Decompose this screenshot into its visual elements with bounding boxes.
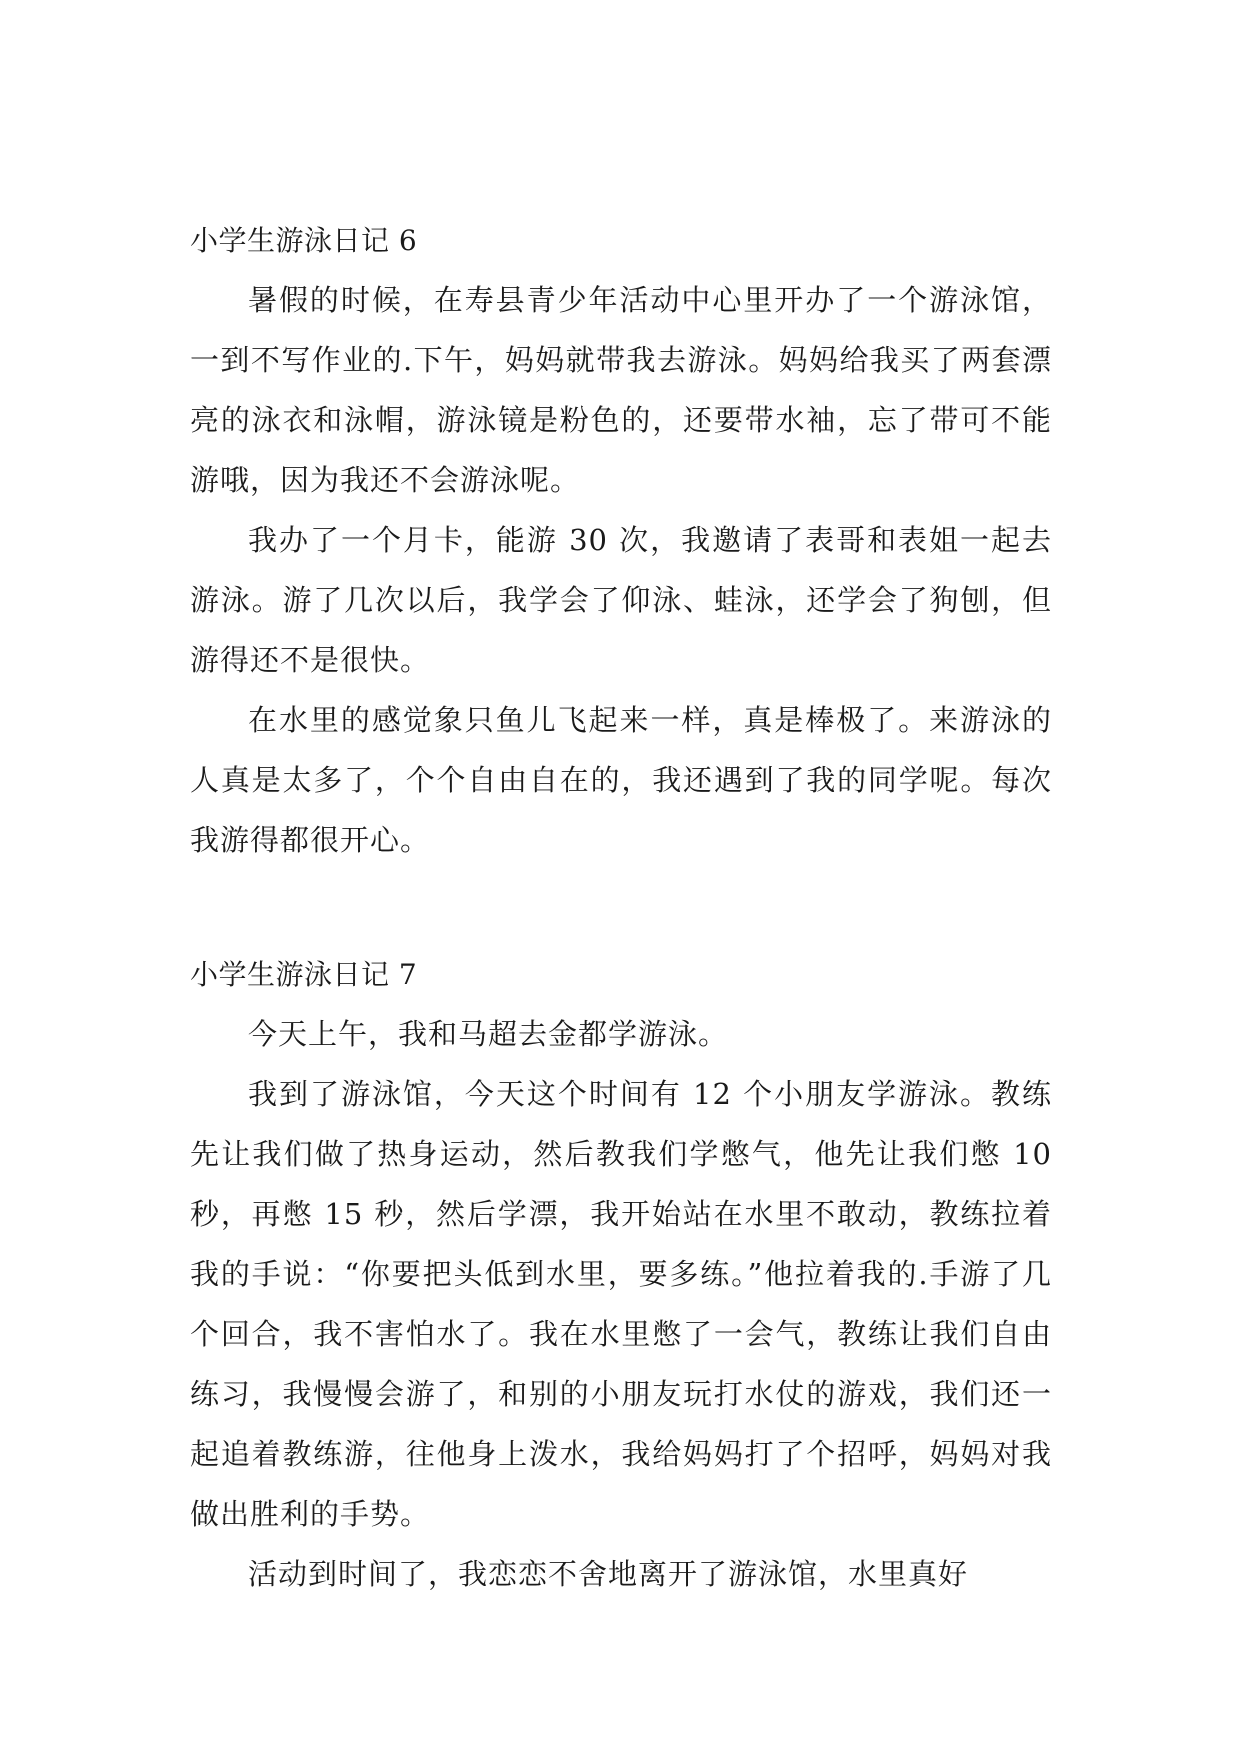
paragraph: 今天上午，我和马超去金都学游泳。 (248, 1017, 729, 1051)
paragraph: 我到了游泳馆，今天这个时间有 12 个小朋友学游泳。教练先让我们做了热身运动，然后教我们学憋气，他先让我们憋 10 秒，再憋 15 秒，然后学漂，我开始站在水里不敢动，教练拉着我的手说：“你要把头低到水里，要多练。”他拉着我的.手游了几个回合，我不害怕水了。我在水里憋了一会气，教练让我们自由练习，我慢慢会游了，和别的小朋友玩打水仗的游戏，我们还一起追着教练游，往他身上泼水，我给妈妈打了个招呼，妈妈对我做出胜利的手势。 (190, 1077, 1052, 1531)
diary-entry-6 (190, 222, 1052, 870)
document-page (190, 222, 1052, 1604)
paragraph: 我办了一个月卡，能游 30 次，我邀请了表哥和表姐一起去游泳。游了几次以后，我学会了仰泳、蛙泳，还学会了狗刨，但游得还不是很快。 (190, 523, 1052, 677)
diary-title: 小学生游泳日记 7 (190, 958, 418, 991)
diary-title: 小学生游泳日记 6 (190, 224, 418, 257)
diary-entry-7 (190, 956, 1052, 1604)
paragraph: 在水里的感觉象只鱼儿飞起来一样，真是棒极了。来游泳的人真是太多了，个个自由自在的，我还遇到了我的同学呢。每次我游得都很开心。 (190, 703, 1052, 857)
paragraph: 活动到时间了，我恋恋不舍地离开了游泳馆，水里真好 (248, 1557, 969, 1591)
paragraph: 暑假的时候，在寿县青少年活动中心里开办了一个游泳馆，一到不写作业的.下午，妈妈就带我去游泳。妈妈给我买了两套漂亮的泳衣和泳帽，游泳镜是粉色的，还要带水袖，忘了带可不能游哦，因为我还不会游泳呢。 (190, 283, 1052, 497)
